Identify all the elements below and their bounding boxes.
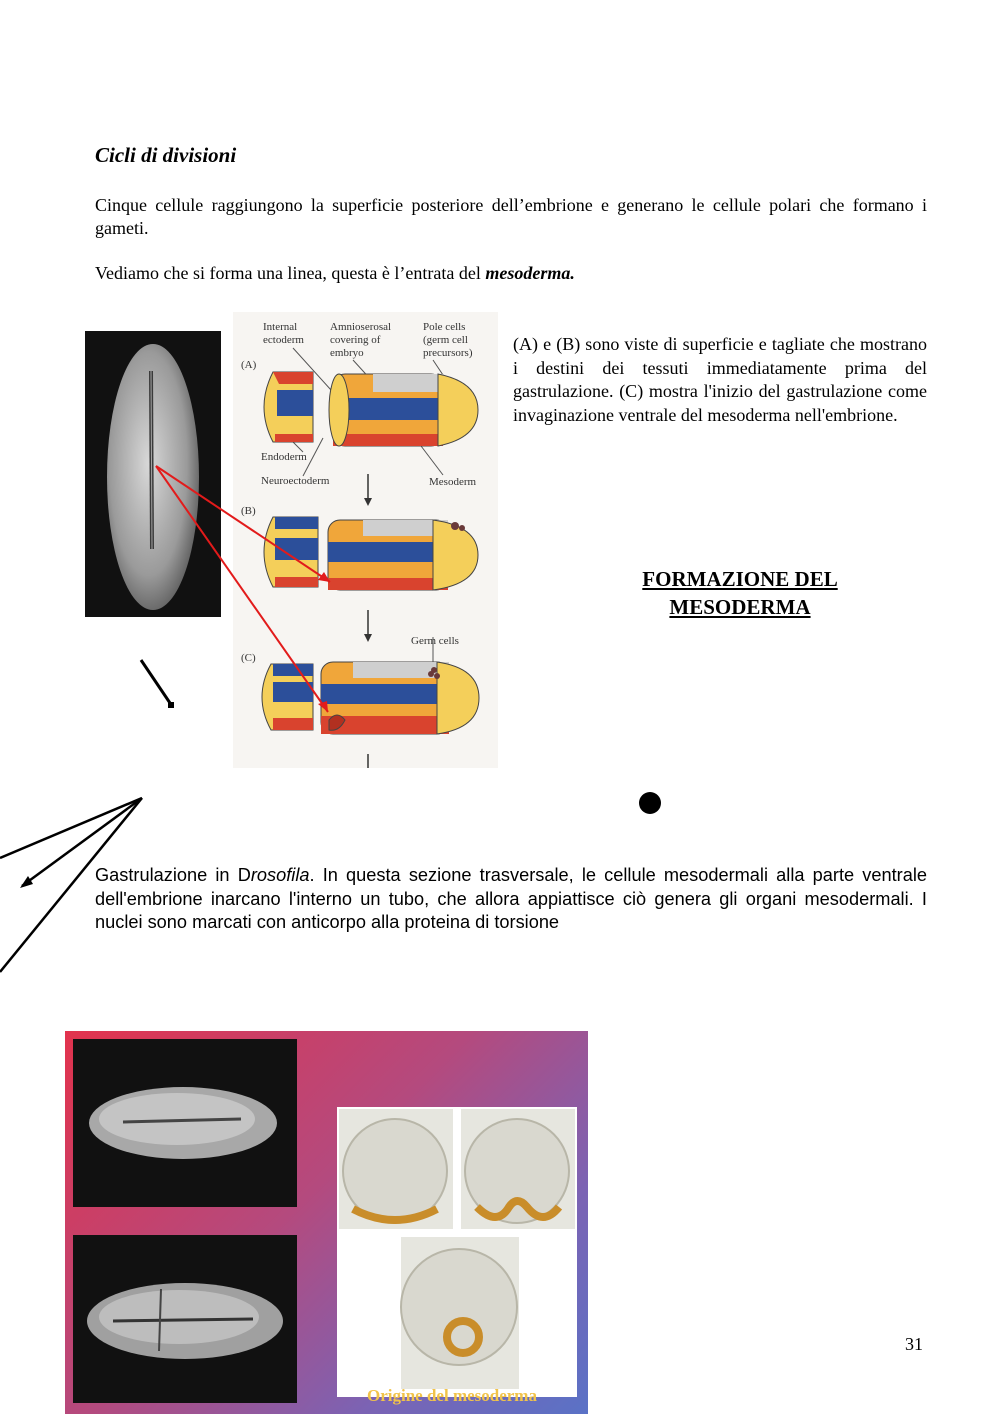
gastr-prefix: Gastrulazione in D [95, 865, 251, 885]
em-panel-bottom [73, 1235, 297, 1403]
label-amnio-2: covering of [330, 334, 381, 346]
section-heading: Cicli di divisioni [95, 143, 237, 167]
label-pole-2: (germ cell [423, 334, 468, 346]
label-pole-1: Pole cells [423, 321, 466, 333]
origine-mesoderma-figure [65, 1031, 588, 1414]
label-A: (A) [241, 359, 257, 371]
formazione-line-2: MESODERMA [669, 595, 811, 619]
mesoderma-emphasis: mesoderma. [485, 263, 575, 283]
bottom-figure-title: Origine del mesoderma [367, 1386, 537, 1405]
label-mesoderm: Mesoderm [429, 476, 477, 488]
micrograph-panel [337, 1107, 577, 1397]
paragraph-mesoderm-text: Vediamo che si forma una linea, questa è l’entrata del [95, 263, 486, 283]
label-germ-cells: Germ cells [411, 635, 459, 647]
gastr-italic: rosofila [250, 865, 310, 885]
label-amnio-1: Amnioserosal [330, 321, 392, 333]
black-arrow-short [141, 660, 172, 706]
formazione-title [600, 565, 880, 621]
label-endoderm: Endoderm [261, 451, 307, 463]
gastr-rest: . In questa sezione trasversale, le cellule mesodermali alla parte ventrale dell'embrione inarcano l'interno un tubo, che allora appiattisce ciò genera gli organi mesodermali. I nuclei sono marcati con anticorpo alla proteina di torsione [95, 865, 927, 932]
fate-map-caption: (A) e (B) sono viste di superficie e tagliate che mostrano i destini dei tessuti immediatamente prima del gastrulazione. (C) mostra l'inizio del gastrulazione come invaginazione ventrale del mesoderma nell'embrione. [513, 334, 927, 425]
red-arrow-to-C [156, 466, 328, 712]
red-arrow-to-B [156, 466, 330, 582]
em-panel-top [73, 1039, 297, 1207]
label-internal-ectoderm-2: ectoderm [263, 334, 304, 346]
label-C: (C) [241, 652, 256, 664]
label-internal-ectoderm-1: Internal [263, 321, 298, 333]
paragraph-pole-cells: Cinque cellule raggiungono la superficie posteriore dell’embrione e generano le cellule polari che formano i gameti. [95, 195, 927, 238]
page-number: 31 [905, 1334, 923, 1354]
label-amnio-3: embryo [330, 347, 364, 359]
gastrulation-paragraph [95, 864, 927, 935]
label-B: (B) [241, 505, 256, 517]
formazione-line-1: FORMAZIONE DEL [642, 567, 838, 591]
label-neuroectoderm: Neuroectoderm [261, 475, 330, 487]
label-pole-3: precursors) [423, 347, 473, 359]
bullet-dot [639, 792, 661, 814]
